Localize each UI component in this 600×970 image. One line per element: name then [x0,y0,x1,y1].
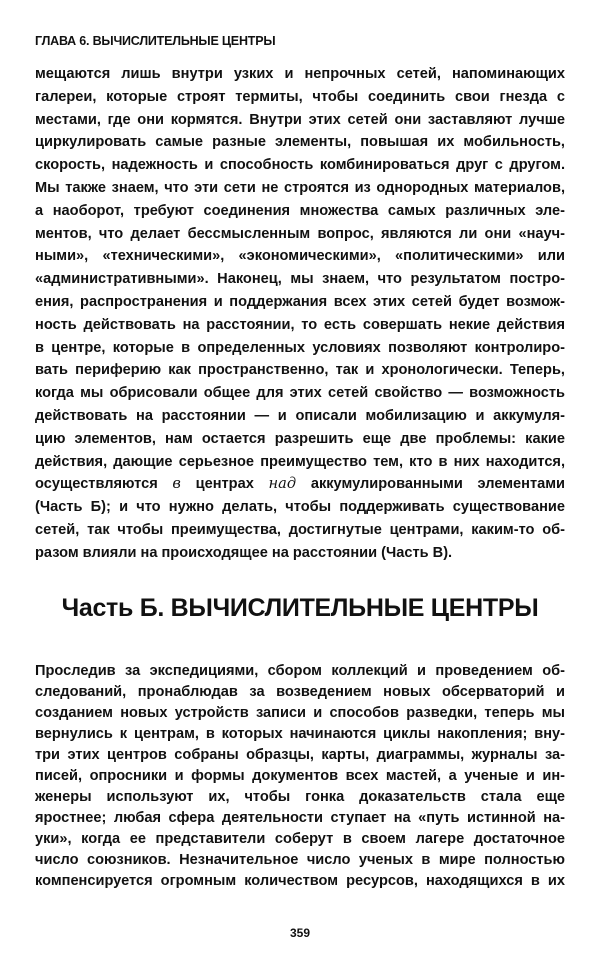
text-line: ментов, что делает бессмысленным вопрос, являются ли они «науч- [35,225,565,242]
text-line: а наоборот, требуют соединения множества самых различных эле- [35,202,565,219]
text-line: когда мы обрисовали общее для этих сетей свойство — возможность [35,385,565,402]
text-line: следований, пронаблюдав за возведением новых обсерваторий и [35,684,565,700]
text-line: скорость, надежность и способность комбинироваться друг с другом. [35,157,565,174]
text-line: мещаются лишь внутри узких и непрочных сетей, напоминающих [35,66,565,82]
text-line: ность действовать на расстоянии, то есть совершать некие действия [35,316,565,333]
text-line: писей, опросники и формы документов всех мастей, а ученые и ин- [35,768,565,784]
page-number: 359 [289,926,311,940]
section-title: Часть Б. ВЫЧИСЛИТЕЛЬНЫЕ ЦЕНТРЫ [61,594,539,622]
text-line: созданием новых устройств записи и способов разведки, теперь мы [35,705,565,721]
text-line: «административными». Наконец, мы знаем, что результатом постро- [35,271,565,288]
text-line: в центре, которые в определенных условиях позволяют контролиро- [35,339,565,356]
text-line: ными», «техническими», «экономическими», «политическими» или [35,248,565,265]
text-line: число союзников. Незначительное число ученых в мире полностью [35,852,565,868]
text-line: Проследив за экспедициями, сбором коллекций и проведением об- [35,663,565,679]
text-line: разом влияли на происходящее на расстоянии (Часть В). [35,544,453,561]
text-line: действия, дающие серьезное преимущество тем, кто в них находится, [35,453,565,470]
text-line: ения, распространения и поддержания всех этих сетей будет возмож- [35,293,565,310]
text-line: цию элементов, нам остается разрешить еще две проблемы: какие [35,430,565,447]
text-line: вернулись к центрам, в которых начинаются циклы накопления; вну- [35,726,565,742]
text-segment: осуществляются [35,476,173,493]
paragraph-1 [35,63,565,565]
text-segment: центрах [180,476,269,493]
text-line: уки», когда ее представители соберут в своем лагере достаточное [35,831,565,847]
text-line: местами, где они кормятся. Внутри этих сетей они заставляют лучше [35,111,565,128]
text-line-with-italics [35,473,565,496]
text-segment: аккумулированными элементами [296,476,565,493]
text-line: три этих центров собраны образцы, карты, диаграммы, журналы за- [35,747,565,763]
italic-word: над [268,475,297,493]
text-line: Мы также знаем, что эти сети не строятся из однородных материалов, [35,179,565,196]
text-line: женеры используют их, чтобы гонка доказательств стала еще [35,789,565,805]
text-line: вать периферию как пространственно, так и хронологически. Теперь, [35,362,565,379]
text-line: компенсируется огромным количеством ресурсов, находящихся в их [35,873,565,889]
paragraph-2 [35,661,565,892]
running-head: ГЛАВА 6. ВЫЧИСЛИТЕЛЬНЫЕ ЦЕНТРЫ [35,34,276,48]
text-line: (Часть Б); и что нужно делать, чтобы поддерживать существование [35,499,565,516]
text-line: действовать на расстоянии — и описали мобилизацию и аккумуля- [35,407,565,424]
text-line: сетей, так чтобы преимущества, достигнутые центрами, каким-то об- [35,521,565,538]
text-line: галереи, которые строят термиты, чтобы соединить свои гнезда с [35,88,565,105]
italic-word: в [172,475,181,493]
text-line: яростнее; любая сфера деятельности ступает на «путь истинной на- [35,810,565,826]
text-line: циркулировать самые разные элементы, повышая их мобильность, [35,134,565,151]
